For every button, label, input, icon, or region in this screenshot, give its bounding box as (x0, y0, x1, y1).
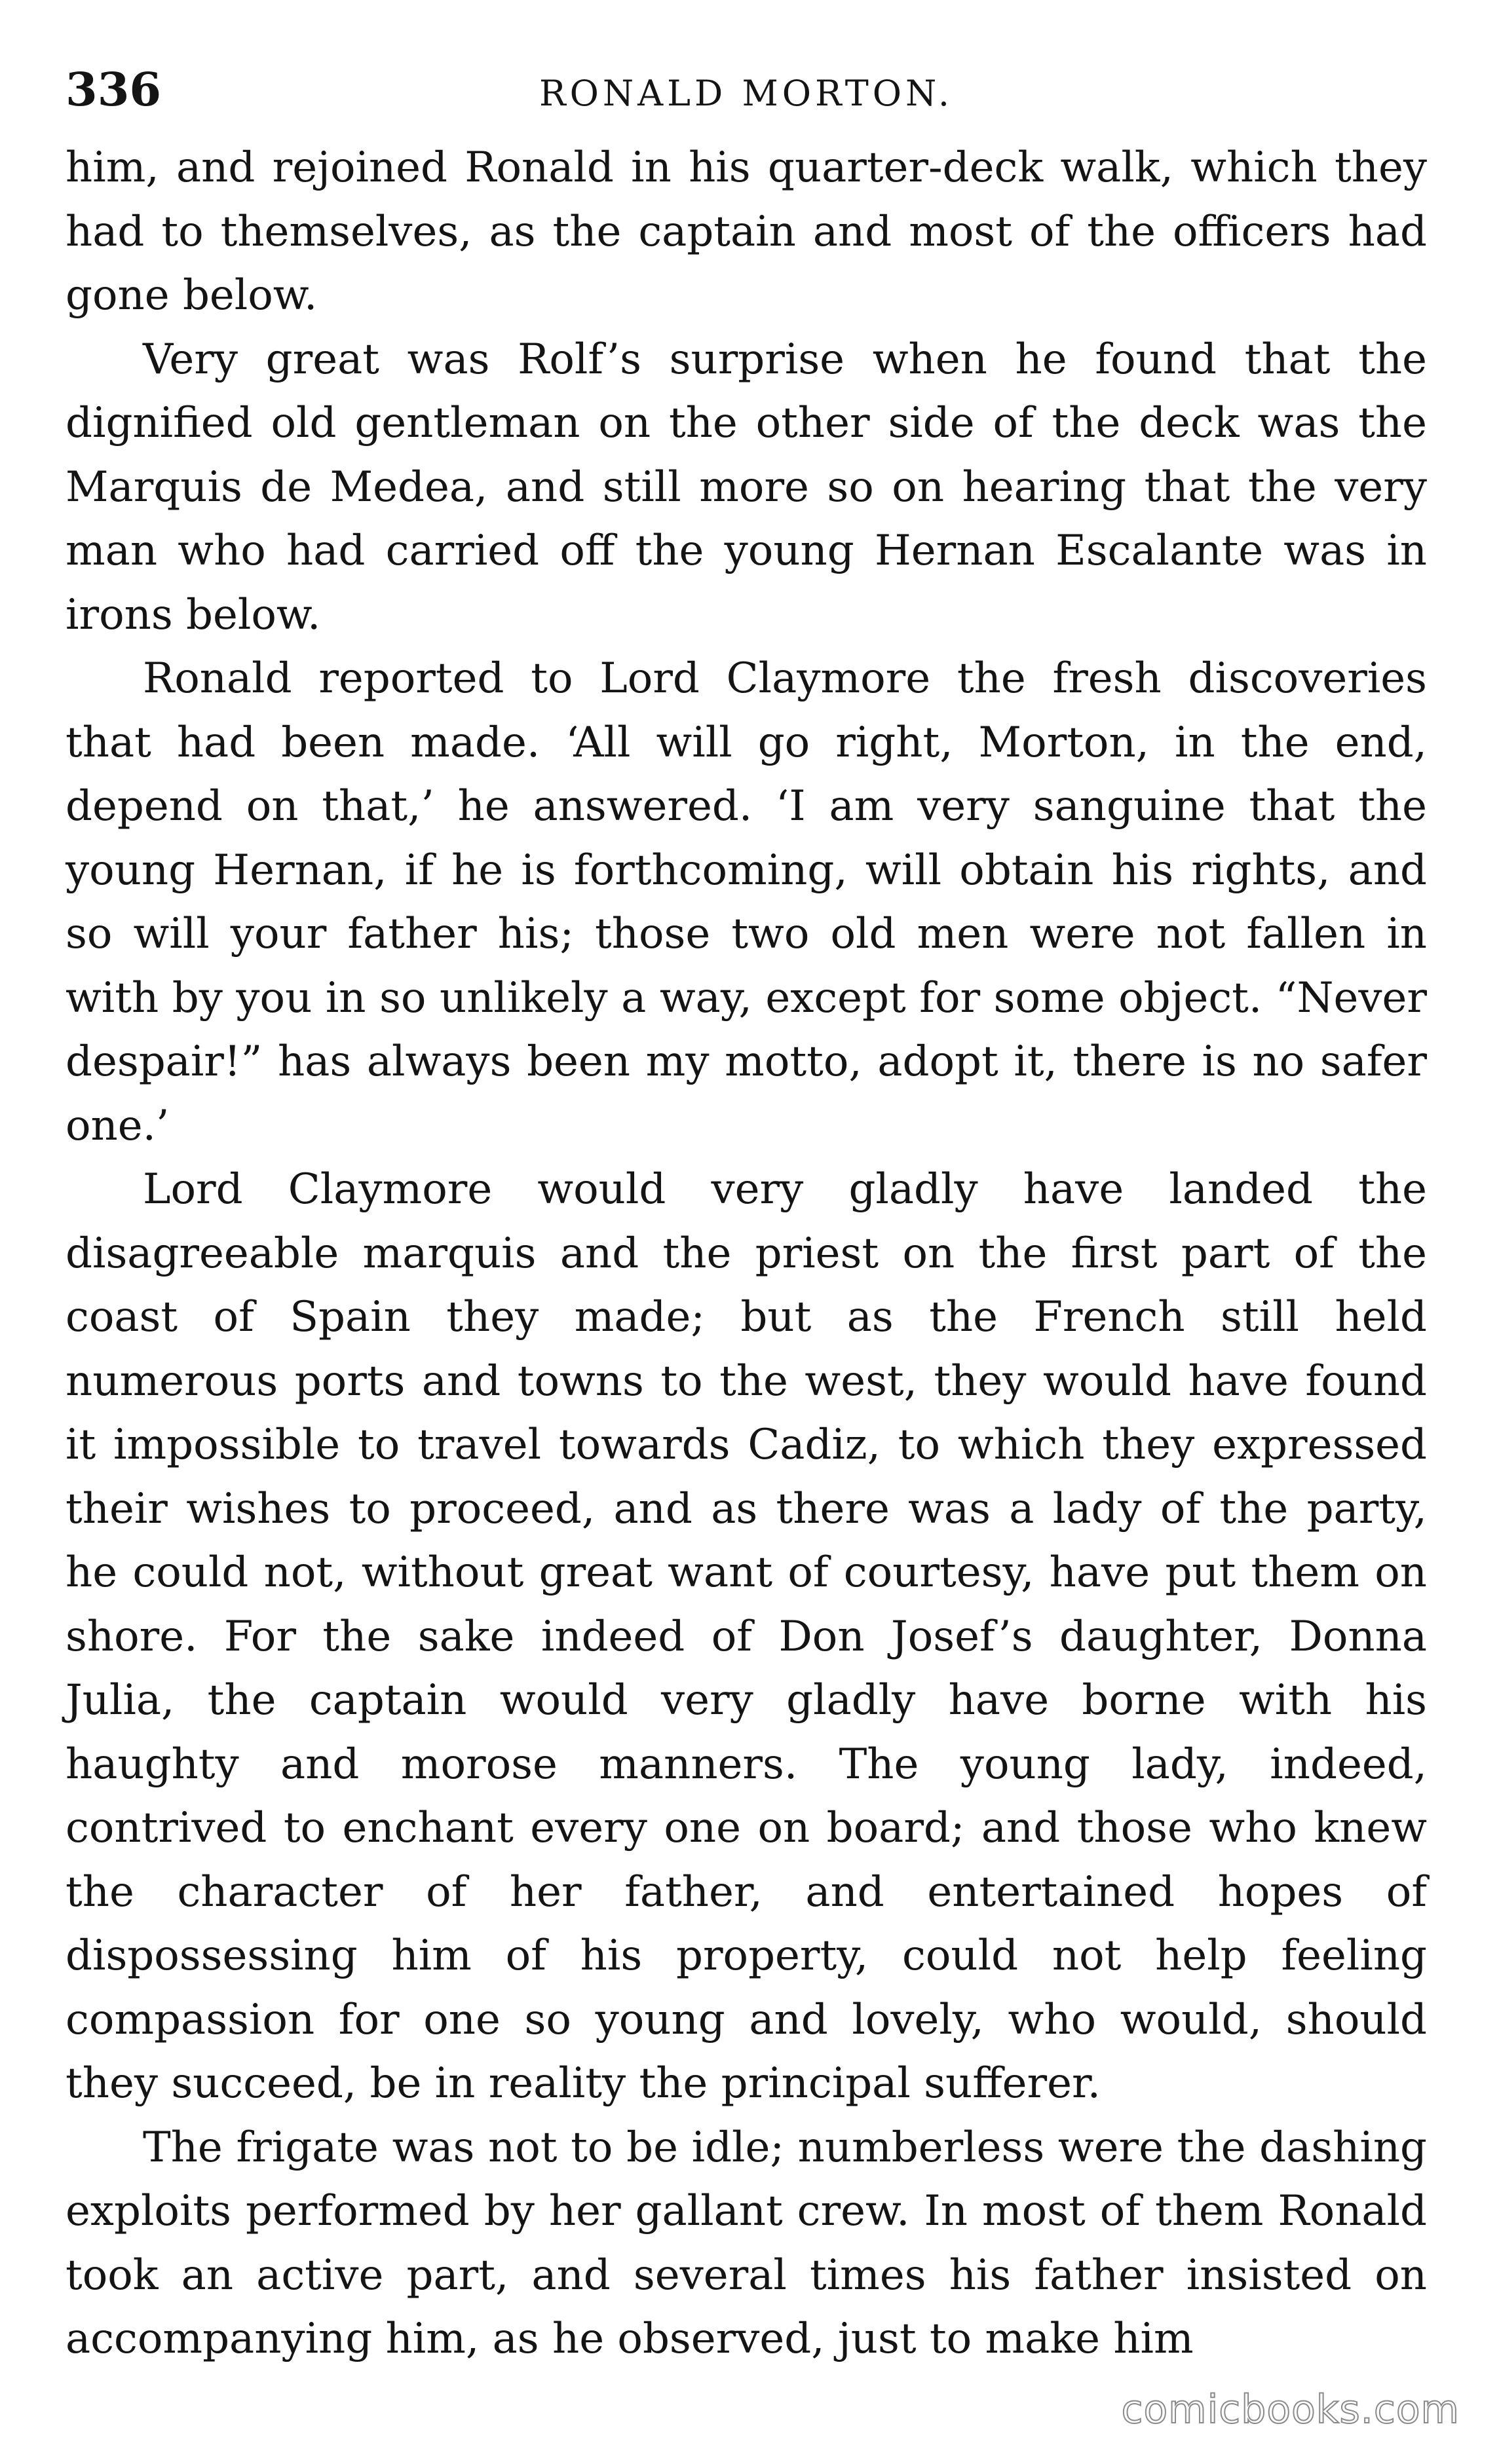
watermark-logo: comicbooks.com (1121, 2387, 1460, 2433)
page-header (66, 60, 1427, 119)
paragraph-5: The frigate was not to be idle; numberless were the dashing exploits performed by her gallant crew. In most of them Ronald took an active part, and several times his father insisted on accompanying him, as he observed, just to make him (66, 2123, 1427, 2363)
body-text (66, 136, 1427, 2372)
paragraph-4: Lord Claymore would very gladly have landed the disagreeable marquis and the priest on the first part of the coast of Spain they made; but as the French still held numerous ports and towns to the west, they would have found it impossible to travel towards Cadiz, to which they expressed their wishes to proceed, and as there was a lady of the party, he could not, without great want of courtesy, have put them on shore. For the sake indeed of Don Josef’s daughter, Donna Julia, the captain would very gladly have borne with his haughty and morose manners. The young lady, indeed, contrived to enchant every one on board; and those who knew the character of her father, and entertained hopes of dispossessing him of his property, could not help feeling compassion for one so young and lovely, who would, should they succeed, be in reality the principal sufferer. (66, 1165, 1427, 2108)
paragraph-3: Ronald reported to Lord Claymore the fresh discoveries that had been made. ‘All will go right, Morton, in the end, depend on that,’ he answered. ‘I am very sanguine that the young Hernan, if he is forthcoming, will obtain his rights, and so will your father his; those two old men were not fallen in with by you in so unlikely a way, except for some object. “Never despair!” has always been my motto, adopt it, there is no safer one.’ (66, 654, 1427, 1150)
page-number: 336 (66, 62, 162, 117)
paragraph-1: him, and rejoined Ronald in his quarter-deck walk, which they had to themselves, as the captain and most of the officers had gone below. (66, 143, 1427, 320)
paragraph-2: Very great was Rolf’s surprise when he found that the dignified old gentleman on the other side of the deck was the Marquis de Medea, and still more so on hearing that the very man who had carried off the young Hernan Escalante was in irons below. (66, 335, 1427, 639)
running-title: RONALD MORTON. (539, 73, 953, 114)
